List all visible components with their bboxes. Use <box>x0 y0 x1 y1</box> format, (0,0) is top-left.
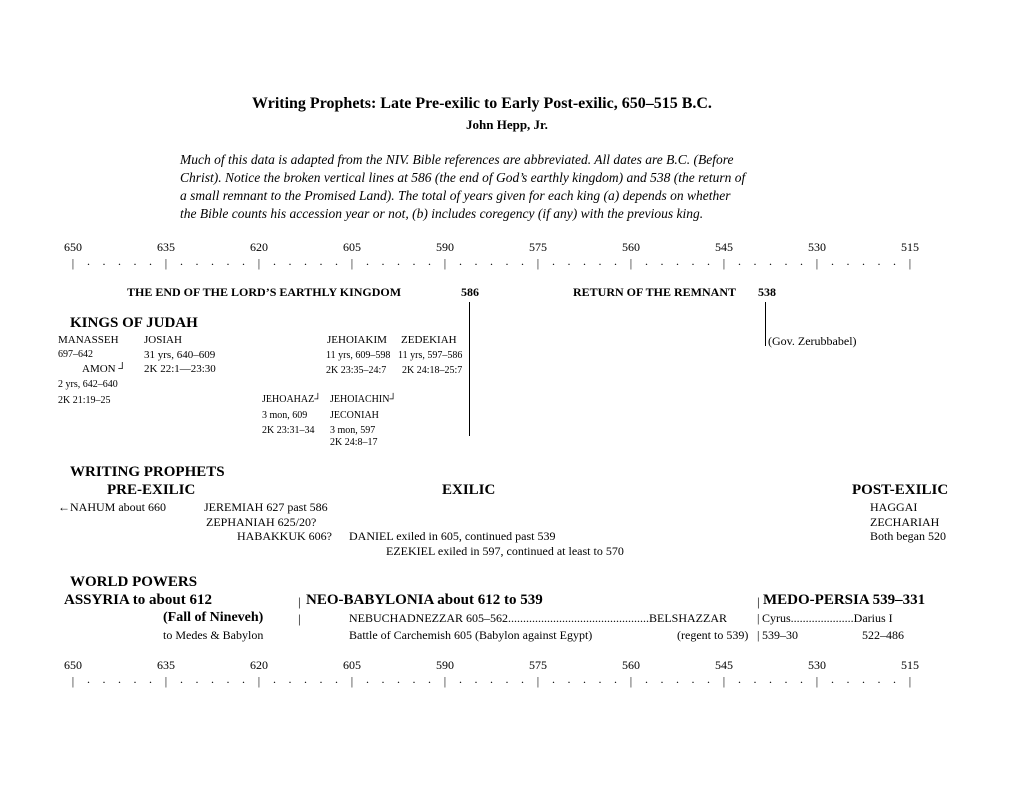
timeline-year-label: 605 <box>343 240 361 254</box>
timeline-dot: . <box>319 254 323 268</box>
timeline-dot: . <box>474 254 478 268</box>
timeline-tick: | <box>443 256 447 270</box>
timeline-dot: . <box>521 254 524 268</box>
timeline-dot: . <box>490 672 493 686</box>
timeline-dot: . <box>102 254 106 268</box>
timeline-dot: . <box>784 254 788 268</box>
timeline-year-label: 620 <box>250 658 268 672</box>
timeline-dot: . <box>288 254 292 268</box>
return-year: 538 <box>758 285 776 299</box>
timeline-year-label: 575 <box>529 658 547 672</box>
prophet-ezekiel: EZEKIEL exiled in 597, continued at least to 570 <box>386 544 624 558</box>
timeline-dot: . <box>397 254 400 268</box>
king-jehoiakim: JEHOIAKIM <box>327 334 387 346</box>
king-jehoahaz: JEHOAHAZ┘ <box>262 394 322 405</box>
timeline-tick: | <box>164 256 168 270</box>
timeline-dot: . <box>195 254 199 268</box>
timeline-year-label: 545 <box>715 658 733 672</box>
kings-heading: KINGS OF JUDAH <box>70 315 198 331</box>
timeline-dot: . <box>676 672 679 686</box>
timeline-dot: . <box>893 672 896 686</box>
timeline-dot: . <box>304 672 307 686</box>
prophet-jeremiah: JEREMIAH 627 past 586 <box>204 500 328 514</box>
prophet-habakkuk: HABAKKUK 606? <box>237 529 332 543</box>
timeline-dot: . <box>319 672 323 686</box>
timeline-dot: . <box>211 672 214 686</box>
timeline-year-label: 635 <box>157 658 175 672</box>
timeline-dot: . <box>800 672 803 686</box>
cyrus-dates: 539–30 <box>762 628 798 642</box>
timeline-year-label: 620 <box>250 240 268 254</box>
king-jehoiachin-name: JEHOIACHIN <box>330 394 390 405</box>
timeline-dot: . <box>552 254 555 268</box>
timeline-dot: . <box>459 254 462 268</box>
timeline-dot: . <box>707 672 710 686</box>
timeline-year-label: 575 <box>529 240 547 254</box>
timeline-tick: | <box>536 256 540 270</box>
timeline-dot: . <box>784 672 788 686</box>
return-label: RETURN OF THE REMNANT <box>573 285 737 299</box>
power-assyria: ASSYRIA to about 612 <box>64 592 212 608</box>
belshazzar-regent: (regent to 539) <box>677 628 749 642</box>
timeline-year-label: 635 <box>157 240 175 254</box>
timeline-tick: | <box>443 674 447 688</box>
timeline-year-label: 560 <box>622 240 640 254</box>
timeline-dot: . <box>242 254 245 268</box>
timeline-year-label: 590 <box>436 240 454 254</box>
king-josiah-ref: 2K 22:1—23:30 <box>144 363 216 375</box>
timeline-dot: . <box>552 672 555 686</box>
timeline-year-label: 560 <box>622 658 640 672</box>
king-jehoahaz-dates: 3 mon, 609 <box>262 410 308 421</box>
timeline-dot: . <box>304 254 307 268</box>
king-zedekiah-ref: 2K 24:18–25:7 <box>402 365 463 376</box>
timeline-dot: . <box>118 672 121 686</box>
timeline-year-label: 530 <box>808 240 826 254</box>
timeline-top <box>0 240 1024 280</box>
exilic-heading: EXILIC <box>442 482 496 498</box>
timeline-dot: . <box>738 254 741 268</box>
timeline-dot: . <box>877 672 881 686</box>
author: John Hepp, Jr. <box>466 117 548 132</box>
king-josiah: JOSIAH <box>144 334 182 346</box>
timeline-dot: . <box>118 254 121 268</box>
timeline-tick: | <box>722 256 726 270</box>
babylon-kings: NEBUCHADNEZZAR 605–562...............................................BELSHAZZAR <box>349 611 727 625</box>
timeline-dot: . <box>567 672 571 686</box>
timeline-dot: . <box>800 254 803 268</box>
timeline-dot: . <box>149 672 152 686</box>
king-josiah-dates: 31 yrs, 640–609 <box>144 349 216 361</box>
timeline-dot: . <box>180 254 183 268</box>
timeline-dot: . <box>87 672 90 686</box>
timeline-dot: . <box>660 254 664 268</box>
timeline-dot: . <box>769 254 772 268</box>
timeline-tick: | <box>815 256 819 270</box>
timeline-dot: . <box>211 254 214 268</box>
prophets-both-began: Both began 520 <box>870 529 946 543</box>
line-586 <box>469 302 470 436</box>
timeline-tick: | <box>908 674 912 688</box>
prophet-nahum: ←NAHUM about 660 <box>58 500 166 514</box>
king-jehoahaz-ref: 2K 23:31–34 <box>262 425 315 436</box>
end-kingdom-year: 586 <box>461 285 479 299</box>
timeline-dot: . <box>459 672 462 686</box>
intro-line: Much of this data is adapted from the NIV. Bible references are abbreviated. All dates are B.C. (Before <box>180 152 734 167</box>
timeline-dot: . <box>381 254 385 268</box>
timeline-dot: . <box>753 254 757 268</box>
timeline-dot: . <box>645 254 648 268</box>
babylonia-divider: | <box>298 594 301 609</box>
king-jehoahaz-name: JEHOAHAZ <box>262 394 315 405</box>
timeline-dot: . <box>102 672 106 686</box>
timeline-dot: . <box>428 672 431 686</box>
intro-line: the Bible counts his accession year or not, (b) includes coregency (if any) with the previous king. <box>180 206 704 221</box>
timeline-dot: . <box>645 672 648 686</box>
timeline-dot: . <box>335 254 338 268</box>
king-jehoiachin-alt: JECONIAH <box>330 410 379 421</box>
timeline-year-label: 515 <box>901 658 919 672</box>
king-jehoiachin-ref: 2K 24:8–17 <box>330 437 378 448</box>
timeline-dot: . <box>133 254 137 268</box>
darius-dates: 522–486 <box>862 628 904 642</box>
intro-line: Christ). Notice the broken vertical lines at 586 (the end of God’s earthly kingdom) and 538 (the return of <box>180 170 746 185</box>
timeline-dot: . <box>598 254 602 268</box>
intro-paragraph <box>180 151 850 223</box>
timeline-dot: . <box>133 672 137 686</box>
timeline-dot: . <box>691 254 695 268</box>
pre-exilic-heading: PRE-EXILIC <box>107 482 196 498</box>
timeline-dot: . <box>614 254 617 268</box>
timeline-dot: . <box>846 672 850 686</box>
timeline-tick: | <box>71 674 75 688</box>
timeline-dot: . <box>505 254 509 268</box>
timeline-tick: | <box>629 674 633 688</box>
king-amon-name: AMON <box>82 363 116 375</box>
babylonia-divider-2: | <box>298 611 301 626</box>
timeline-dot: . <box>273 254 276 268</box>
timeline-dot: . <box>474 672 478 686</box>
timeline-dot: . <box>877 254 881 268</box>
timeline-dot: . <box>676 254 679 268</box>
timeline-dot: . <box>614 672 617 686</box>
timeline-tick: | <box>164 674 168 688</box>
end-kingdom-label: THE END OF THE LORD’S EARTHLY KINGDOM <box>127 285 402 299</box>
prophets-heading: WRITING PROPHETS <box>70 464 225 480</box>
page-title: Writing Prophets: Late Pre-exilic to Early Post-exilic, 650–515 B.C. <box>252 95 712 112</box>
timeline-tick: | <box>536 674 540 688</box>
prophet-haggai: HAGGAI <box>870 500 918 514</box>
timeline-year-label: 650 <box>64 240 82 254</box>
timeline-dot: . <box>226 254 230 268</box>
timeline-dot: . <box>598 672 602 686</box>
timeline-dot: . <box>862 254 865 268</box>
post-exilic-heading: POST-EXILIC <box>852 482 949 498</box>
timeline-tick: | <box>71 256 75 270</box>
timeline-dot: . <box>660 672 664 686</box>
timeline-year-label: 590 <box>436 658 454 672</box>
timeline-dot: . <box>366 672 369 686</box>
timeline-dot: . <box>412 254 416 268</box>
prophet-zephaniah: ZEPHANIAH 625/20? <box>206 515 317 529</box>
timeline-dot: . <box>846 254 850 268</box>
fall-of-nineveh: (Fall of Nineveh) <box>163 610 264 625</box>
king-zedekiah: ZEDEKIAH <box>401 334 457 346</box>
timeline-dot: . <box>87 254 90 268</box>
timeline-tick: | <box>257 674 261 688</box>
timeline-dot: . <box>288 672 292 686</box>
timeline-dot: . <box>149 254 152 268</box>
timeline-tick: | <box>257 256 261 270</box>
timeline-dot: . <box>381 672 385 686</box>
battle-carchemish: Battle of Carchemish 605 (Babylon against Egypt) <box>349 628 593 642</box>
timeline-year-label: 530 <box>808 658 826 672</box>
timeline-year-label: 605 <box>343 658 361 672</box>
timeline-dot: . <box>769 672 772 686</box>
timeline-dot: . <box>490 254 493 268</box>
zerubbabel: (Gov. Zerubbabel) <box>768 334 857 348</box>
king-jehoiakim-dates: 11 yrs, 609–598 <box>326 350 391 361</box>
timeline-dot: . <box>738 672 741 686</box>
king-manasseh: MANASSEH <box>58 334 119 346</box>
timeline-dot: . <box>707 254 710 268</box>
king-amon: AMON ┘ <box>82 363 127 375</box>
timeline-dot: . <box>412 672 416 686</box>
persia-divider: | <box>757 594 760 609</box>
timeline-bottom <box>0 658 1024 698</box>
timeline-dot: . <box>831 254 834 268</box>
timeline-dot: . <box>397 672 400 686</box>
king-jehoiachin: JEHOIACHIN┘ <box>330 394 397 405</box>
king-jehoiachin-dates: 3 mon, 597 <box>330 425 376 436</box>
timeline-dot: . <box>521 672 524 686</box>
timeline-tick: | <box>629 256 633 270</box>
timeline-year-label: 650 <box>64 658 82 672</box>
timeline-dot: . <box>366 254 369 268</box>
timeline-dot: . <box>195 672 199 686</box>
timeline-dot: . <box>180 672 183 686</box>
king-jehoiakim-ref: 2K 23:35–24:7 <box>326 365 387 376</box>
king-manasseh-ref: 2K 21:19–25 <box>58 395 111 406</box>
timeline-dot: . <box>226 672 230 686</box>
timeline-dot: . <box>505 672 509 686</box>
timeline-dot: . <box>753 672 757 686</box>
timeline-dot: . <box>831 672 834 686</box>
persia-kings: Cyrus.....................Darius I <box>762 611 893 625</box>
timeline-year-label: 515 <box>901 240 919 254</box>
timeline-dot: . <box>583 672 586 686</box>
timeline-tick: | <box>908 256 912 270</box>
power-persia: MEDO-PERSIA 539–331 <box>763 592 926 608</box>
timeline-dot: . <box>242 672 245 686</box>
timeline-dot: . <box>893 254 896 268</box>
prophet-zechariah: ZECHARIAH <box>870 515 940 529</box>
timeline-tick: | <box>350 256 354 270</box>
timeline-tick: | <box>350 674 354 688</box>
timeline-dot: . <box>567 254 571 268</box>
timeline-dot: . <box>862 672 865 686</box>
king-manasseh-dates: 697–642 <box>58 349 93 360</box>
powers-heading: WORLD POWERS <box>70 574 198 590</box>
king-zedekiah-dates: 11 yrs, 597–586 <box>398 350 463 361</box>
power-babylonia: NEO-BABYLONIA about 612 to 539 <box>306 592 543 608</box>
timeline-tick: | <box>722 674 726 688</box>
prophet-daniel: DANIEL exiled in 605, continued past 539 <box>349 529 556 543</box>
persia-divider-2: | <box>757 611 760 625</box>
timeline-tick: | <box>815 674 819 688</box>
timeline-year-label: 545 <box>715 240 733 254</box>
intro-line: a small remnant to the Promised Land). The total of years given for each king (a) depends on whether <box>180 188 731 203</box>
timeline-dot: . <box>335 672 338 686</box>
timeline-dot: . <box>583 254 586 268</box>
persia-divider-3: | <box>757 628 760 642</box>
nineveh-sub: to Medes & Babylon <box>163 628 264 642</box>
timeline-dot: . <box>691 672 695 686</box>
timeline-dot: . <box>428 254 431 268</box>
king-amon-dates: 2 yrs, 642–640 <box>58 379 118 390</box>
timeline-dot: . <box>273 672 276 686</box>
line-538 <box>765 302 766 346</box>
